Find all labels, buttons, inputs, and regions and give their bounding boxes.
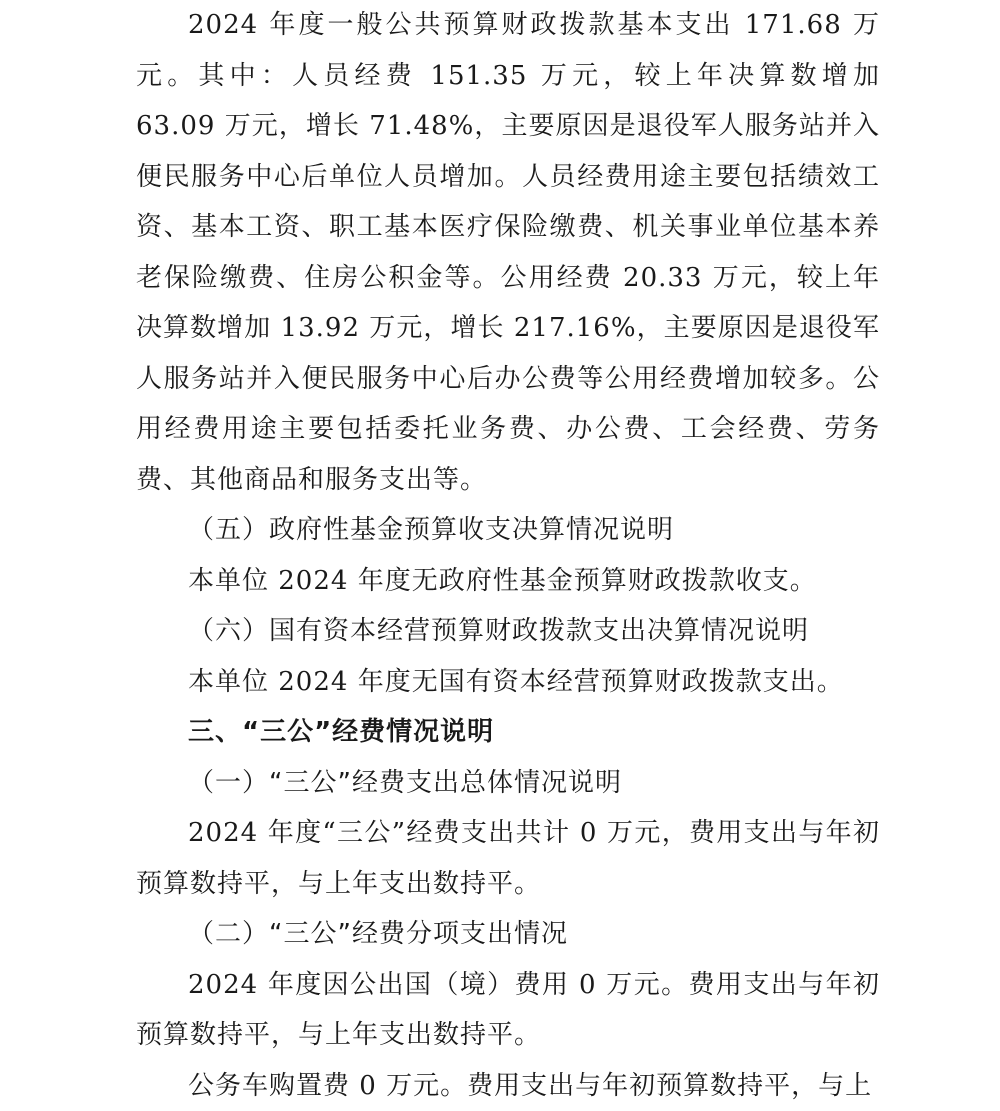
- paragraph-basic-expenditure: 2024 年度一般公共预算财政拨款基本支出 171.68 万元。其中：人员经费 151.35 万元，较上年决算数增加 63.09 万元，增长 71.48%，主要原因是退役军人服务站并入便民服务中心后单位人员增加。人员经费用途主要包括绩效工资、基本工资、职工基本医疗保险缴费、机关事业单位基本养老保险缴费、住房公积金等。公用经费 20.33 万元，较上年决算数增加 13.92 万元，增长 217.16%，主要原因是退役军人服务站并入便民服务中心后办公费等公用经费增加较多。公用经费用途主要包括委托业务费、办公费、工会经费、劳务费、其他商品和服务支出等。: [136, 0, 880, 505]
- heading-three-public: 三、“三公”经费情况说明: [136, 707, 880, 758]
- paragraph-state-capital: 本单位 2024 年度无国有资本经营预算财政拨款支出。: [136, 657, 880, 708]
- paragraph-overseas-expense: 2024 年度因公出国（境）费用 0 万元。费用支出与年初预算数持平，与上年支出数持平。: [136, 960, 880, 1061]
- paragraph-government-fund: 本单位 2024 年度无政府性基金预算财政拨款收支。: [136, 556, 880, 607]
- subheading-state-capital: （六）国有资本经营预算财政拨款支出决算情况说明: [136, 606, 880, 657]
- subheading-three-public-overall: （一）“三公”经费支出总体情况说明: [136, 758, 880, 809]
- paragraph-three-public-overall: 2024 年度“三公”经费支出共计 0 万元，费用支出与年初预算数持平，与上年支出数持平。: [136, 808, 880, 909]
- paragraph-vehicle-purchase: 公务车购置费 0 万元。费用支出与年初预算数持平，与上: [136, 1061, 880, 1111]
- document-page: [136, 0, 880, 1111]
- subheading-three-public-items: （二）“三公”经费分项支出情况: [136, 909, 880, 960]
- subheading-government-fund: （五）政府性基金预算收支决算情况说明: [136, 505, 880, 556]
